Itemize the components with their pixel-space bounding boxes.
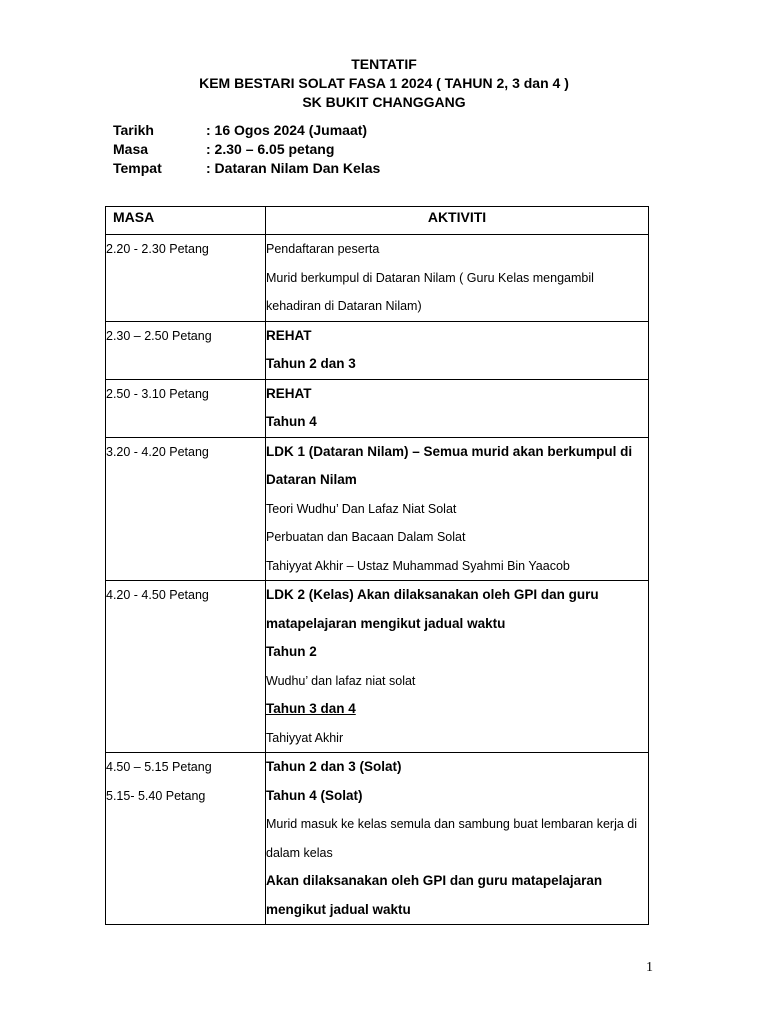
activity-line: Tahun 2 bbox=[266, 644, 317, 659]
activity-cell bbox=[266, 753, 649, 925]
schedule-body bbox=[106, 235, 649, 925]
activity-line: REHAT bbox=[266, 327, 312, 343]
time-slot: 2.20 - 2.30 Petang bbox=[106, 242, 209, 256]
activity-line: Murid berkumpul di Dataran Nilam ( Guru Kelas mengambil kehadiran di Dataran Nilam) bbox=[266, 270, 594, 313]
activity-line: REHAT bbox=[266, 385, 312, 401]
activity-line: Tahun 4 (Solat) bbox=[266, 787, 363, 803]
heading-event: KEM BESTARI SOLAT FASA 1 2024 ( TAHUN 2, 3 dan 4 ) bbox=[199, 75, 569, 91]
time-slot: 2.50 - 3.10 Petang bbox=[106, 386, 209, 401]
activity-line: Teori Wudhu’ Dan Lafaz Niat Solat bbox=[266, 501, 457, 516]
detail-value: : 16 Ogos 2024 (Jumaat) bbox=[206, 122, 368, 138]
activity-line: Wudhu’ dan lafaz niat solat bbox=[266, 673, 416, 688]
activity-line: Tahiyyat Akhir bbox=[266, 730, 344, 745]
time-slot: 2.30 – 2.50 Petang bbox=[106, 328, 212, 343]
heading-school: SK BUKIT CHANGGANG bbox=[302, 94, 466, 110]
time-cell bbox=[106, 379, 266, 437]
detail-label: Masa bbox=[113, 141, 149, 157]
time-cell bbox=[106, 321, 266, 379]
table-row bbox=[106, 235, 649, 322]
page-number: 1 bbox=[646, 960, 653, 975]
time-cell bbox=[106, 437, 266, 581]
document-heading bbox=[0, 55, 768, 112]
activity-line: Tahiyyat Akhir – Ustaz Muhammad Syahmi Bin Yaacob bbox=[266, 558, 570, 573]
time-slot: 4.50 – 5.15 Petang bbox=[106, 760, 212, 774]
time-slot: 4.20 - 4.50 Petang bbox=[106, 588, 209, 602]
activity-cell bbox=[266, 437, 649, 581]
schedule-table bbox=[105, 206, 649, 925]
detail-label: Tarikh bbox=[113, 122, 154, 138]
detail-value: : 2.30 – 6.05 petang bbox=[206, 141, 335, 157]
activity-line: LDK 2 (Kelas) Akan dilaksanakan oleh GPI dan guru matapelajaran mengikut jadual waktu bbox=[266, 587, 599, 631]
time-slot: 3.20 - 4.20 Petang bbox=[106, 444, 209, 459]
event-details bbox=[113, 121, 380, 178]
activity-cell bbox=[266, 379, 649, 437]
activity-line: Pendaftaran peserta bbox=[266, 242, 380, 256]
activity-line: Tahun 2 dan 3 (Solat) bbox=[266, 759, 402, 774]
activity-cell bbox=[266, 321, 649, 379]
time-cell bbox=[106, 753, 266, 925]
heading-title: TENTATIF bbox=[351, 56, 417, 72]
activity-cell bbox=[266, 581, 649, 753]
table-row bbox=[106, 581, 649, 753]
table-row bbox=[106, 321, 649, 379]
activity-line: Tahun 3 dan 4 bbox=[266, 701, 356, 716]
activity-line: Murid masuk ke kelas semula dan sambung buat lembaran kerja di dalam kelas bbox=[266, 817, 638, 860]
detail-date bbox=[113, 121, 380, 140]
table-row bbox=[106, 437, 649, 581]
detail-value: : Dataran Nilam Dan Kelas bbox=[206, 160, 381, 176]
activity-line: LDK 1 (Dataran Nilam) – Semua murid akan berkumpul di Dataran Nilam bbox=[266, 443, 633, 487]
time-slot: 5.15- 5.40 Petang bbox=[106, 788, 206, 803]
activity-line: Akan dilaksanakan oleh GPI dan guru matapelajaran mengikut jadual waktu bbox=[266, 873, 603, 917]
detail-time bbox=[113, 140, 380, 159]
activity-line: Perbuatan dan Bacaan Dalam Solat bbox=[266, 530, 466, 544]
detail-label: Tempat bbox=[113, 160, 162, 176]
table-row bbox=[106, 753, 649, 925]
detail-venue bbox=[113, 159, 380, 178]
header-aktiviti: AKTIVITI bbox=[266, 207, 649, 235]
activity-line: Tahun 2 dan 3 bbox=[266, 356, 356, 371]
time-cell bbox=[106, 581, 266, 753]
activity-line: Tahun 4 bbox=[266, 414, 317, 429]
header-masa: MASA bbox=[106, 207, 266, 235]
activity-cell bbox=[266, 235, 649, 322]
time-cell bbox=[106, 235, 266, 322]
table-row bbox=[106, 379, 649, 437]
table-header-row bbox=[106, 207, 649, 235]
